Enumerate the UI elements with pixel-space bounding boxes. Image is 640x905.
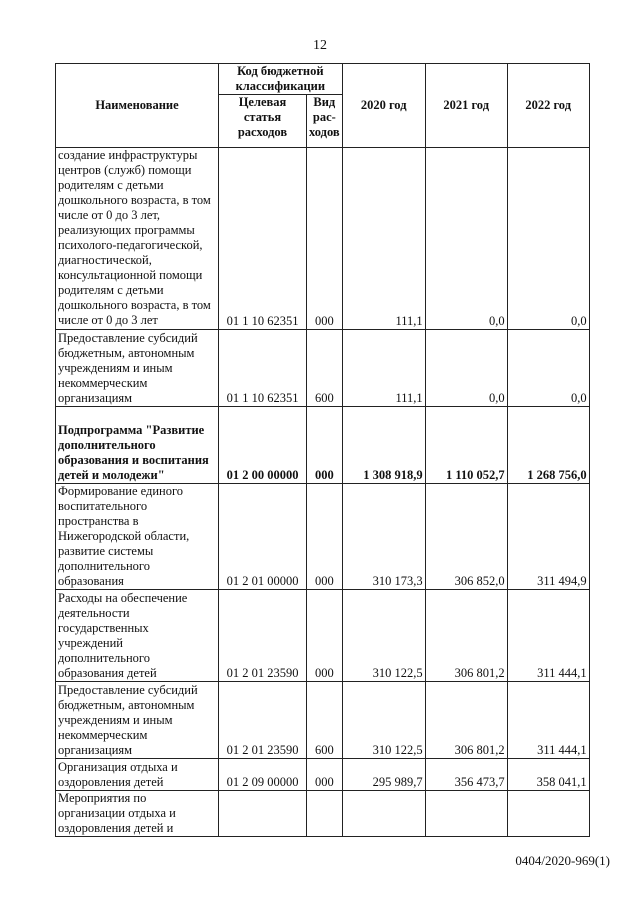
table-row-subprogram	[56, 407, 590, 484]
row-2022: 311 444,1	[507, 590, 589, 682]
row-2020: 111,1	[342, 330, 425, 407]
row-name: Расходы на обеспечение деятельности государственных учреждений дополнительного образования детей	[56, 590, 219, 682]
row-2022: 1 268 756,0	[507, 407, 589, 484]
row-2022: 358 041,1	[507, 759, 589, 791]
row-name: Подпрограмма "Развитие дополнительного образования и воспитания детей и молодежи"	[56, 407, 219, 484]
row-2020	[342, 791, 425, 837]
row-name: Мероприятия по организации отдыха и оздоровления детей и	[56, 791, 219, 837]
row-type: 000	[307, 759, 343, 791]
row-type: 600	[307, 330, 343, 407]
row-type: 000	[307, 484, 343, 590]
document-code: 0404/2020-969(1)	[515, 853, 610, 868]
row-name: Предоставление субсидий бюджетным, автономным учреждениям и иным некоммерческим организациям	[56, 682, 219, 759]
row-code: 01 2 09 00000	[219, 759, 307, 791]
row-code: 01 1 10 62351	[219, 148, 307, 330]
header-code-group: Код бюджетной классификации	[219, 64, 343, 95]
table-row	[56, 148, 590, 330]
table-row	[56, 590, 590, 682]
row-name: Организация отдыха и оздоровления детей	[56, 759, 219, 791]
row-2021: 306 852,0	[425, 484, 507, 590]
row-2020: 1 308 918,9	[342, 407, 425, 484]
table-row	[56, 330, 590, 407]
row-2021: 356 473,7	[425, 759, 507, 791]
row-code: 01 2 01 00000	[219, 484, 307, 590]
row-type	[307, 791, 343, 837]
row-type: 000	[307, 590, 343, 682]
row-name: создание инфраструктуры центров (служб) помощи родителям с детьми дошкольного возраста, в том числе от 0 до 3 лет, реализующих программы психолого-педагогической, диагностической, консультационной помощи родителям с детьми дошкольного возраста, в том числе от 0 до 3 лет	[56, 148, 219, 330]
row-2020: 295 989,7	[342, 759, 425, 791]
row-type: 000	[307, 148, 343, 330]
row-type: 600	[307, 682, 343, 759]
row-2020: 310 122,5	[342, 590, 425, 682]
header-type: Вид рас-ходов	[307, 95, 343, 148]
header-target: Целевая статья расходов	[219, 95, 307, 148]
row-code: 01 2 01 23590	[219, 682, 307, 759]
row-code: 01 1 10 62351	[219, 330, 307, 407]
row-2022	[507, 791, 589, 837]
row-2021: 0,0	[425, 148, 507, 330]
row-code: 01 2 01 23590	[219, 590, 307, 682]
page-number: 12	[313, 38, 327, 53]
row-2022: 311 444,1	[507, 682, 589, 759]
row-type: 000	[307, 407, 343, 484]
row-2021: 0,0	[425, 330, 507, 407]
row-2022: 311 494,9	[507, 484, 589, 590]
header-2020: 2020 год	[342, 64, 425, 148]
table-row	[56, 791, 590, 837]
row-2021	[425, 791, 507, 837]
header-name: Наименование	[56, 64, 219, 148]
row-2020: 310 173,3	[342, 484, 425, 590]
row-name: Предоставление субсидий бюджетным, автономным учреждениям и иным некоммерческим организациям	[56, 330, 219, 407]
header-2022: 2022 год	[507, 64, 589, 148]
table-row	[56, 484, 590, 590]
row-2020: 310 122,5	[342, 682, 425, 759]
row-code	[219, 791, 307, 837]
row-code: 01 2 00 00000	[219, 407, 307, 484]
row-2021: 1 110 052,7	[425, 407, 507, 484]
table-row	[56, 682, 590, 759]
row-2021: 306 801,2	[425, 682, 507, 759]
row-2022: 0,0	[507, 148, 589, 330]
row-2022: 0,0	[507, 330, 589, 407]
header-2021: 2021 год	[425, 64, 507, 148]
budget-table	[55, 63, 590, 837]
row-name: Формирование единого воспитательного пространства в Нижегородской области, развитие системы дополнительного образования	[56, 484, 219, 590]
row-2021: 306 801,2	[425, 590, 507, 682]
row-2020: 111,1	[342, 148, 425, 330]
table-row	[56, 759, 590, 791]
